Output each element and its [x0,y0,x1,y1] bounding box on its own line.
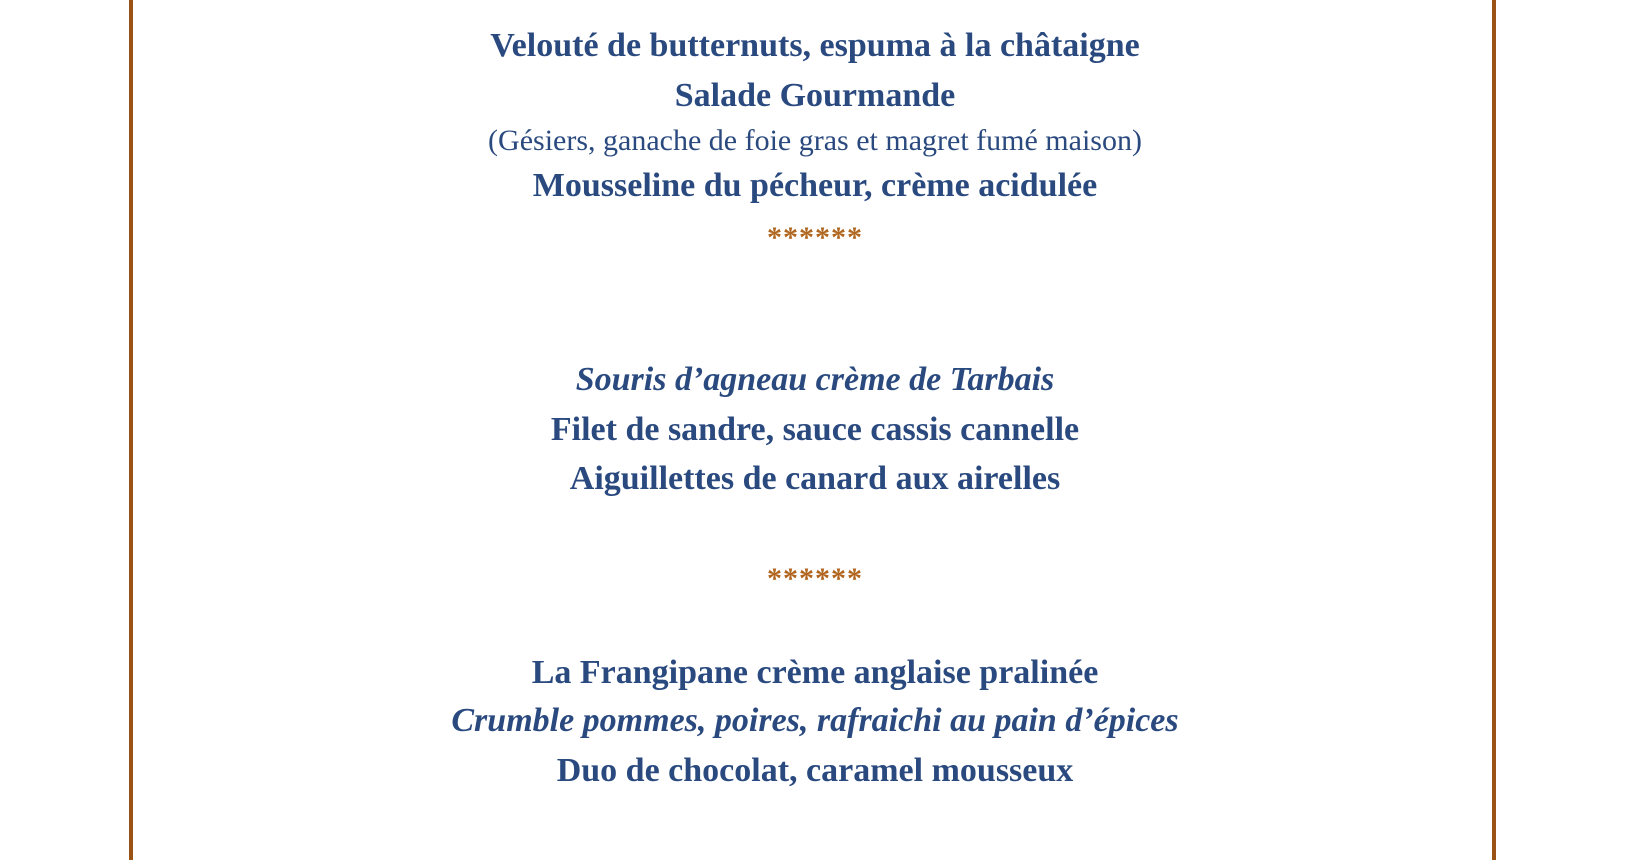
dessert-item-1: La Frangipane crème anglaise pralinée [531,654,1099,691]
plat-item-1: Souris d’agneau crème de Tarbais [575,361,1055,398]
dessert-item-3: Duo de chocolat, caramel mousseux [556,752,1074,789]
section-separator-2: ****** [767,562,863,595]
plat-item-3: Aiguillettes de canard aux airelles [569,460,1061,497]
dessert-item-2: Crumble pommes, poires, rafraichi au pain d’épices [451,702,1179,739]
entree-item-2: Salade Gourmande [674,77,956,114]
entree-item-1: Velouté de butternuts, espuma à la châtaigne [490,27,1140,64]
entree-item-3: Mousseline du pécheur, crème acidulée [532,167,1098,204]
plat-item-2: Filet de sandre, sauce cassis cannelle [550,411,1080,448]
section-separator-1: ****** [767,221,863,254]
entree-item-2-detail: (Gésiers, ganache de foie gras et magret fumé maison) [488,124,1142,157]
